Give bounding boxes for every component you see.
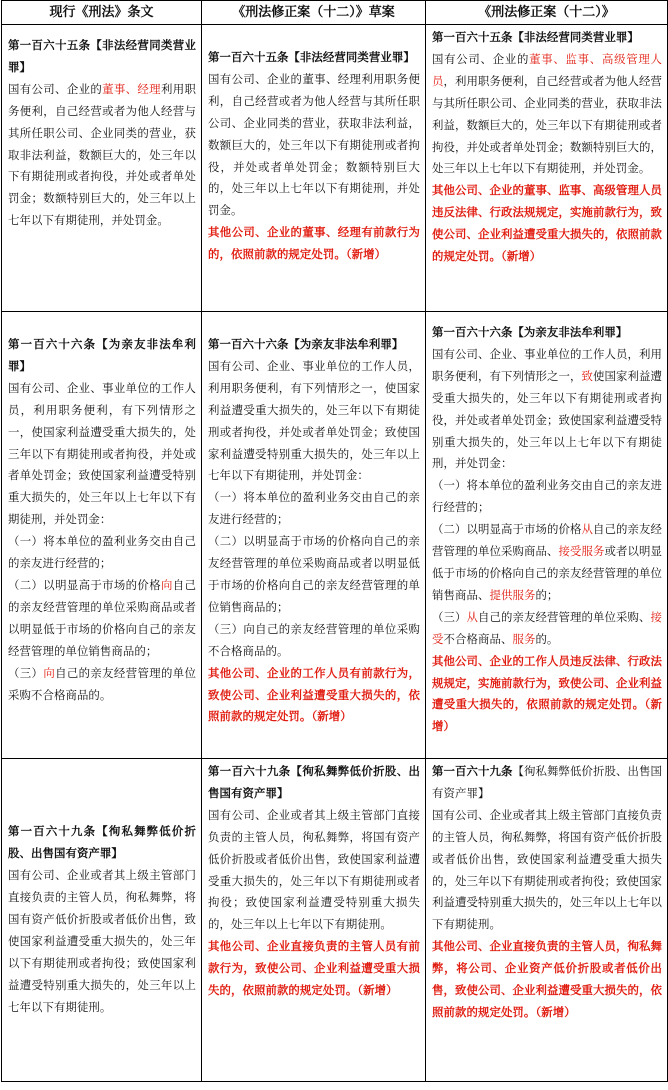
article-body: 国有公司、企业、事业单位的工作人员，利用职务便利，有下列情形之一，致使国家利益遭受重大损失的，处三年以下有期徒刑或者拘役，并处或者单处罚金；致使国家利益遭受特别重大损失的，处三年以上七年以下有期徒刑，并处罚金： (432, 346, 662, 471)
changed-text: 接受 (432, 609, 662, 646)
law-comparison-table (1, 0, 668, 1082)
changed-text: 向 (160, 577, 173, 592)
article-title: 第一百六十九条【徇私舞弊低价折股、出售国有资产罪】 (432, 764, 662, 800)
article-body: 国有公司、企业或者其上级主管部门直接负责的主管人员，徇私舞弊，将国有资产低价折股或者低价出售，致使国家利益遭受重大损失的，处三年以下有期徒刑或者拘役；致使国家利益遭受特别重大损失的，处三年以上七年以下有期徒刑。 (432, 807, 662, 932)
article-body: 国有公司、企业的董事、监事、高级管理人员，利用职务便利，自己经营或者为他人经营与其所任职公司、企业同类的营业，获取非法利益，数额巨大的，处三年以下有期徒刑或者拘役，并处或者单处罚金；数额特别巨大的，处三年以上七年以下有期徒刑，并处罚金。 (432, 51, 662, 176)
article-title: 第一百六十六条【为亲友非法牟利罪】 (8, 337, 196, 373)
new-clause: 其他公司、企业的工作人员违反法律、行政法规规定，实施前款行为，致使公司、企业利益遭受重大损失的，依照前款的规定处罚。（新增） (432, 653, 662, 734)
table-row (2, 25, 668, 312)
changed-text: 接受服务 (558, 544, 605, 559)
new-clause: 其他公司、企业的董事、监事、高级管理人员违反法律、行政法规规定，实施前款行为，致使公司、企业利益遭受重大损失的，依照前款的规定处罚。（新增） (432, 183, 662, 264)
article-title: 第一百六十六条【为亲友非法牟利罪】 (432, 325, 628, 339)
list-item: （一）将本单位的盈利业务交由自己的亲友进行经营的； (8, 534, 196, 571)
article-body: 国有公司、企业、事业单位的工作人员，利用职务便利，有下列情形之一，使国家利益遭受重大损失的，处三年以下有期徒刑或者拘役，并处或者单处罚金；致使国家利益遭受特别重大损失的，处三年以上七年以下有期徒刑，并处罚金： (208, 358, 420, 483)
cell-draft-165 (202, 25, 426, 312)
cell-final-166 (426, 312, 668, 759)
header-final-amendment: 《刑法修正案（十二）》 (426, 1, 668, 25)
changed-text: 从 (466, 609, 478, 624)
article-title: 第一百六十六条【为亲友非法牟利罪】 (208, 337, 404, 351)
changed-text: 致 (581, 368, 593, 383)
article-body: 国有公司、企业、事业单位的工作人员，利用职务便利，有下列情形之一，使国家利益遭受重大损失的，处三年以下有期徒刑或者拘役，并处或者单处罚金；致使国家利益遭受特别重大损失的，处三年以上七年以下有期徒刑，并处罚金： (8, 380, 196, 527)
list-item: （一）将本单位的盈利业务交由自己的亲友进行经营的； (432, 478, 662, 515)
cell-current-165 (2, 25, 202, 312)
new-clause: 其他公司、企业直接负责的主管人员，徇私舞弊，将公司、企业资产低价折股或者低价出售，致使公司、企业利益遭受重大损失的，依照前款的规定处罚。（新增） (432, 939, 662, 1019)
list-item: （三）向自己的亲友经营管理的单位采购不合格商品的。 (208, 621, 420, 658)
changed-text: 董事、经理 (102, 81, 161, 96)
header-current-law: 现行《刑法》条文 (2, 1, 202, 25)
changed-text: 董事、监事、高级管理人员 (432, 51, 662, 88)
new-clause: 其他公司、企业直接负责的主管人员有前款行为，致使公司、企业利益遭受重大损失的，依照前款的规定处罚。（新增） (208, 939, 420, 998)
article-title: 第一百六十五条【非法经营同类营业罪】 (208, 50, 415, 64)
changed-text: 提供服务 (489, 587, 536, 602)
article-title: 第一百六十五条【非法经营同类营业罪】 (432, 30, 639, 44)
changed-text: 服务 (512, 631, 536, 646)
header-row (2, 1, 668, 25)
article-body: 国有公司、企业的董事、经理利用职务便利，自己经营或者为他人经营与其所任职公司、企业同类的营业，获取非法利益，数额巨大的，处三年以下有期徒刑或者拘役，并处或者单处罚金；数额特别巨大的，处三年以上七年以下有期徒刑，并处罚金。 (208, 71, 420, 218)
cell-draft-166 (202, 312, 426, 759)
list-item: （二）以明显高于市场的价格从自己的亲友经营管理的单位采购商品、接受服务或者以明显低于市场的价格向自己的亲友经营管理的单位销售商品、提供服务的； (432, 522, 662, 602)
list-item: （二）以明显高于市场的价格向自己的亲友经营管理的单位采购商品或者以明显低于市场的价格向自己的亲友经营管理的单位销售商品的； (208, 534, 420, 614)
article-title: 第一百六十五条【非法经营同类营业罪】 (8, 38, 196, 74)
list-item: （三）从自己的亲友经营管理的单位采购、接受不合格商品、服务的。 (432, 609, 662, 646)
article-body: 国有公司、企业的董事、经理利用职务便利，自己经营或者为他人经营与其所任职公司、企业同类的营业，获取非法利益，数额巨大的，处三年以下有期徒刑或者拘役，并处或者单处罚金；数额特别巨大的，处三年以上七年以下有期徒刑，并处罚金。 (8, 81, 196, 228)
header-draft-amendment: 《刑法修正案（十二）》草案 (202, 1, 426, 25)
cell-final-169 (426, 759, 668, 1082)
table-row (2, 312, 668, 759)
table-row (2, 759, 668, 1082)
list-item: （一）将本单位的盈利业务交由自己的亲友进行经营的； (208, 490, 420, 527)
list-item: （二）以明显高于市场的价格向自己的亲友经营管理的单位采购商品或者以明显低于市场的价格向自己的亲友经营管理的单位销售商品的； (8, 577, 197, 658)
changed-text: 从 (581, 522, 593, 537)
cell-draft-169 (202, 759, 426, 1082)
new-clause: 其他公司、企业的工作人员有前款行为，致使公司、企业利益遭受重大损失的，依照前款的规定处罚。（新增） (208, 665, 420, 724)
article-title: 第一百六十九条【徇私舞弊低价折股、出售国有资产罪】 (208, 764, 420, 800)
new-clause: 其他公司、企业的董事、经理有前款行为的，依照前款的规定处罚。（新增） (208, 225, 420, 262)
list-item: （三）向自己的亲友经营管理的单位采购不合格商品的。 (8, 665, 197, 702)
article-title: 第一百六十九条【徇私舞弊低价折股、出售国有资产罪】 (8, 824, 196, 861)
cell-current-169 (2, 759, 202, 1082)
cell-final-165 (426, 25, 668, 312)
cell-current-166 (2, 312, 202, 759)
changed-text: 向 (43, 665, 56, 680)
article-body: 国有公司、企业或者其上级主管部门直接负责的主管人员，徇私舞弊，将国有资产低价折股或者低价出售，致使国家利益遭受重大损失的，处三年以下有期徒刑或者拘役；致使国家利益遭受特别重大损失的，处三年以上七年以下有期徒刑。 (8, 868, 196, 1014)
article-body: 国有公司、企业或者其上级主管部门直接负责的主管人员，徇私舞弊，将国有资产低价折股或者低价出售，致使国家利益遭受重大损失的，处三年以下有期徒刑或者拘役；致使国家利益遭受特别重大损失的，处三年以上七年以下有期徒刑。 (208, 807, 420, 932)
